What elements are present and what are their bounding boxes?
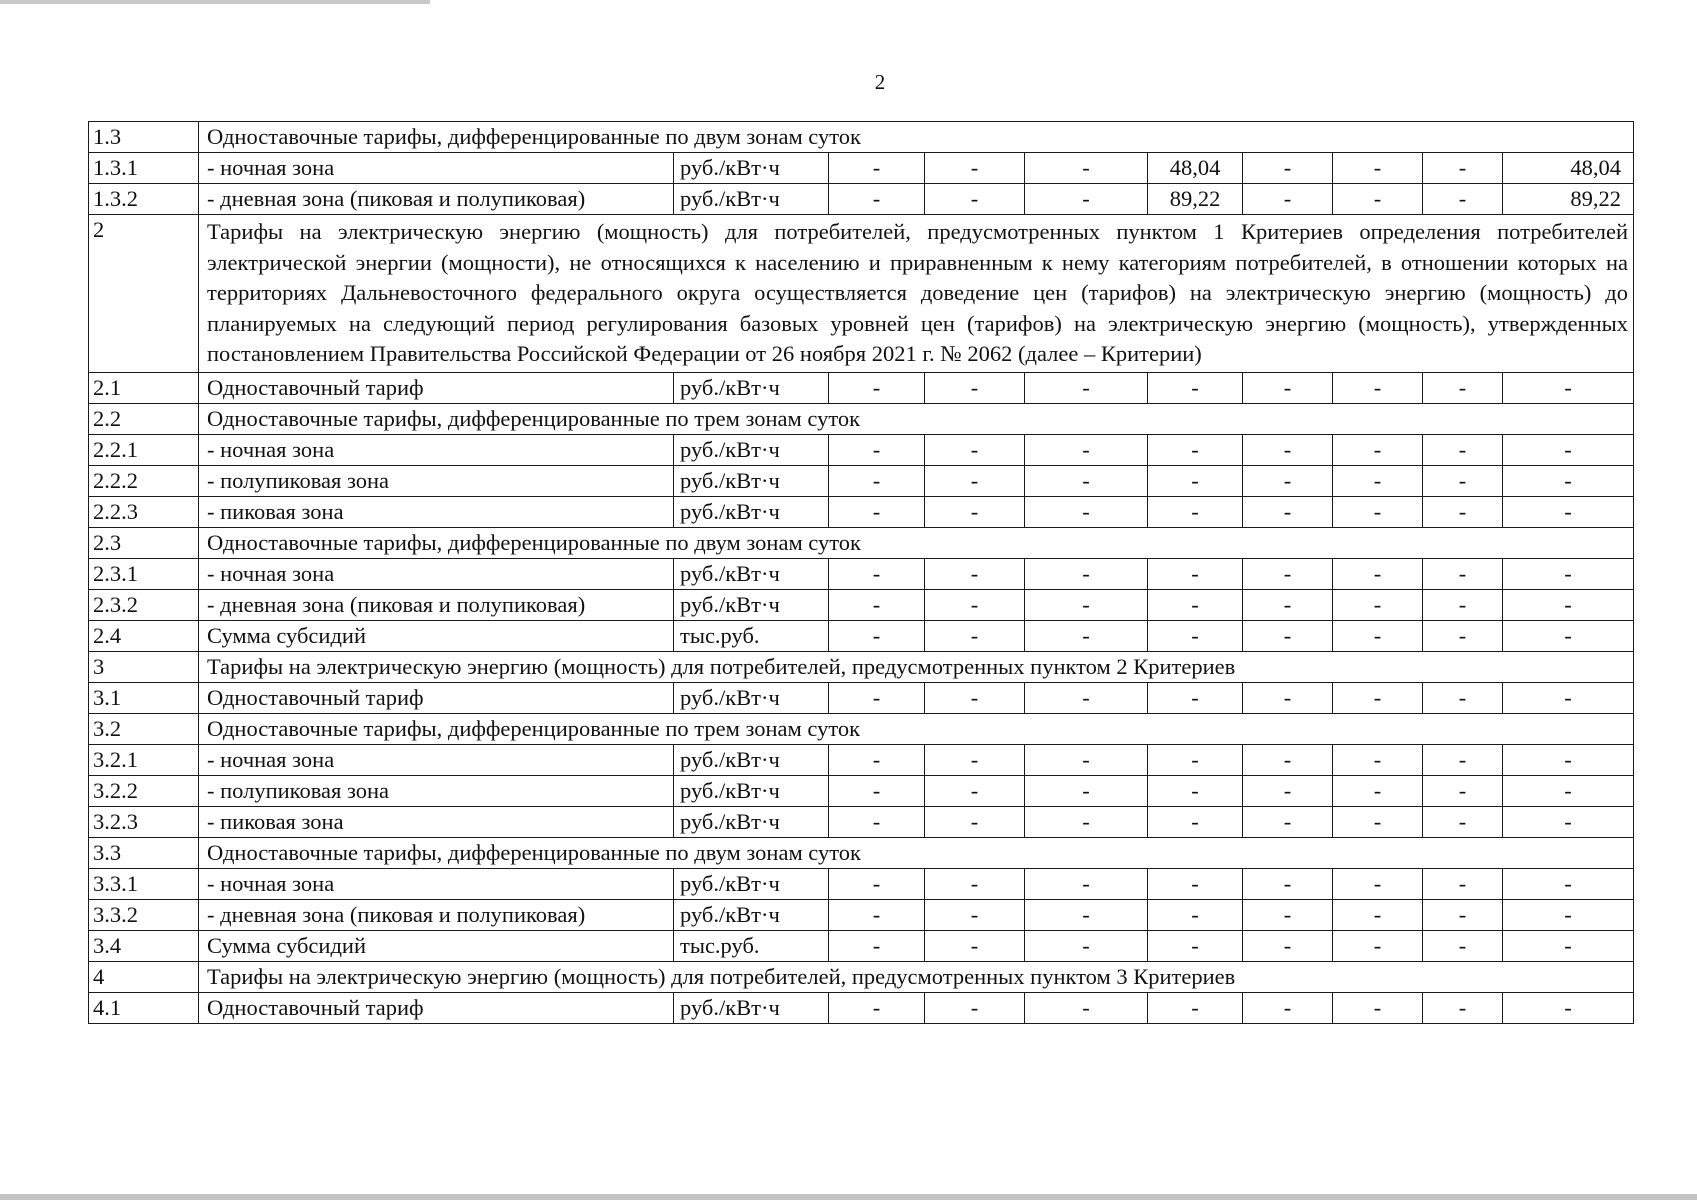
value-cell: -: [1243, 589, 1333, 620]
section-title: Тарифы на электрическую энергию (мощность) для потребителей, предусмотренных пунктом 3 Критериев: [199, 961, 1634, 992]
section-row: [89, 215, 1634, 373]
value-cell: -: [1423, 992, 1503, 1023]
tariff-table-body: [89, 122, 1634, 1024]
value-cell: -: [1423, 184, 1503, 215]
value-cell: -: [829, 589, 925, 620]
indicator-name: - полупиковая зона: [199, 465, 674, 496]
section-row: [89, 651, 1634, 682]
tariff-table: [88, 121, 1634, 1024]
table-row: [89, 620, 1634, 651]
table-row: [89, 496, 1634, 527]
value-cell: -: [1423, 465, 1503, 496]
value-cell: -: [1243, 558, 1333, 589]
value-cell: -: [1333, 682, 1423, 713]
unit-cell: руб./кВт·ч: [674, 682, 829, 713]
value-cell: -: [1148, 372, 1243, 403]
value-cell: -: [1148, 868, 1243, 899]
table-row: [89, 899, 1634, 930]
value-cell: -: [1423, 496, 1503, 527]
section-title: Одноставочные тарифы, дифференцированные по двум зонам суток: [199, 122, 1634, 153]
value-cell: -: [1243, 372, 1333, 403]
row-number: 4.1: [89, 992, 199, 1023]
value-cell: -: [1243, 930, 1333, 961]
value-cell: -: [1243, 992, 1333, 1023]
value-cell: -: [1333, 184, 1423, 215]
value-cell: -: [1148, 434, 1243, 465]
value-cell: -: [1333, 992, 1423, 1023]
unit-cell: руб./кВт·ч: [674, 434, 829, 465]
value-cell: -: [829, 868, 925, 899]
value-cell: -: [1503, 868, 1634, 899]
value-cell: -: [925, 153, 1025, 184]
table-row: [89, 465, 1634, 496]
table-row: [89, 589, 1634, 620]
value-cell: -: [829, 372, 925, 403]
value-cell: -: [829, 744, 925, 775]
value-cell: -: [829, 184, 925, 215]
value-cell: -: [1148, 744, 1243, 775]
indicator-name: - дневная зона (пиковая и полупиковая): [199, 184, 674, 215]
section-title: Одноставочные тарифы, дифференцированные по двум зонам суток: [199, 527, 1634, 558]
table-row: [89, 806, 1634, 837]
indicator-name: - ночная зона: [199, 744, 674, 775]
row-number: 2.1: [89, 372, 199, 403]
value-cell: -: [1025, 184, 1148, 215]
value-cell: -: [829, 558, 925, 589]
unit-cell: руб./кВт·ч: [674, 153, 829, 184]
row-number: 3.4: [89, 930, 199, 961]
value-cell: -: [925, 899, 1025, 930]
row-number: 1.3.2: [89, 184, 199, 215]
value-cell: -: [1503, 744, 1634, 775]
table-row: [89, 184, 1634, 215]
value-cell: -: [1148, 558, 1243, 589]
value-cell: -: [1243, 775, 1333, 806]
section-row: [89, 713, 1634, 744]
unit-cell: руб./кВт·ч: [674, 496, 829, 527]
table-row: [89, 744, 1634, 775]
unit-cell: руб./кВт·ч: [674, 899, 829, 930]
value-cell: -: [829, 775, 925, 806]
value-cell: -: [1148, 775, 1243, 806]
table-row: [89, 992, 1634, 1023]
indicator-name: - полупиковая зона: [199, 775, 674, 806]
value-cell: -: [829, 992, 925, 1023]
value-cell: -: [1025, 744, 1148, 775]
value-cell: -: [1423, 558, 1503, 589]
row-number: 2.3.2: [89, 589, 199, 620]
row-number: 2.3.1: [89, 558, 199, 589]
value-cell: -: [925, 496, 1025, 527]
unit-cell: руб./кВт·ч: [674, 558, 829, 589]
value-cell: -: [1333, 868, 1423, 899]
value-cell: -: [1503, 465, 1634, 496]
value-cell: -: [1423, 744, 1503, 775]
indicator-name: - пиковая зона: [199, 806, 674, 837]
section-title: Тарифы на электрическую энергию (мощность) для потребителей, предусмотренных пунктом 1 Критериев определения потребителей электрической энергии (мощности), не относящихся к населению и приравненным к нему категориям потребителей, в отношении которых на территориях Дальневосточного федерального округа осуществляется доведение цен (тарифов) на электрическую энергию (мощность) до планируемых на следующий период регулирования базовых уровней цен (тарифов) на электрическую энергию (мощность), утвержденных постановлением Правительства Российской Федерации от 26 ноября 2021 г. № 2062 (далее – Критерии): [199, 215, 1634, 373]
value-cell: -: [1503, 589, 1634, 620]
row-number: 3.1: [89, 682, 199, 713]
value-cell: -: [829, 806, 925, 837]
value-cell: -: [925, 930, 1025, 961]
indicator-name: - дневная зона (пиковая и полупиковая): [199, 589, 674, 620]
value-cell: -: [1423, 620, 1503, 651]
value-cell: -: [1148, 496, 1243, 527]
value-cell: -: [925, 372, 1025, 403]
value-cell: -: [925, 589, 1025, 620]
section-title: Одноставочные тарифы, дифференцированные по трем зонам суток: [199, 713, 1634, 744]
value-cell: -: [829, 153, 925, 184]
value-cell: -: [1025, 372, 1148, 403]
table-row: [89, 868, 1634, 899]
value-cell: -: [925, 558, 1025, 589]
value-cell: -: [1333, 558, 1423, 589]
value-cell: -: [1025, 558, 1148, 589]
value-cell: -: [1333, 620, 1423, 651]
row-number: 1.3: [89, 122, 199, 153]
unit-cell: руб./кВт·ч: [674, 992, 829, 1023]
value-cell: -: [1503, 992, 1634, 1023]
value-cell: 89,22: [1503, 184, 1634, 215]
table-row: [89, 558, 1634, 589]
row-number: 3.2: [89, 713, 199, 744]
value-cell: 48,04: [1503, 153, 1634, 184]
row-number: 2.2.1: [89, 434, 199, 465]
value-cell: -: [1333, 496, 1423, 527]
value-cell: -: [1025, 496, 1148, 527]
table-row: [89, 930, 1634, 961]
value-cell: -: [925, 744, 1025, 775]
row-number: 2.4: [89, 620, 199, 651]
value-cell: -: [829, 620, 925, 651]
row-number: 3.2.2: [89, 775, 199, 806]
value-cell: -: [829, 465, 925, 496]
value-cell: -: [1503, 496, 1634, 527]
value-cell: -: [1503, 620, 1634, 651]
row-number: 2.2: [89, 403, 199, 434]
value-cell: -: [1423, 434, 1503, 465]
value-cell: -: [1333, 899, 1423, 930]
value-cell: -: [829, 930, 925, 961]
page-number: 2: [874, 70, 886, 94]
indicator-name: - ночная зона: [199, 434, 674, 465]
value-cell: -: [1025, 682, 1148, 713]
indicator-name: Сумма субсидий: [199, 930, 674, 961]
value-cell: -: [1333, 930, 1423, 961]
indicator-name: - дневная зона (пиковая и полупиковая): [199, 899, 674, 930]
row-number: 3.3.2: [89, 899, 199, 930]
scan-top-edge: [0, 0, 430, 4]
row-number: 3.2.3: [89, 806, 199, 837]
value-cell: -: [1025, 434, 1148, 465]
value-cell: -: [1503, 899, 1634, 930]
value-cell: -: [1333, 775, 1423, 806]
value-cell: -: [1333, 744, 1423, 775]
value-cell: -: [1503, 434, 1634, 465]
value-cell: -: [1333, 434, 1423, 465]
value-cell: -: [1423, 930, 1503, 961]
value-cell: -: [925, 434, 1025, 465]
table-row: [89, 372, 1634, 403]
row-number: 4: [89, 961, 199, 992]
value-cell: 89,22: [1148, 184, 1243, 215]
table-row: [89, 682, 1634, 713]
value-cell: -: [1025, 620, 1148, 651]
value-cell: -: [1423, 589, 1503, 620]
unit-cell: руб./кВт·ч: [674, 868, 829, 899]
value-cell: -: [1333, 465, 1423, 496]
value-cell: -: [1503, 806, 1634, 837]
value-cell: 48,04: [1148, 153, 1243, 184]
row-number: 2.2.2: [89, 465, 199, 496]
value-cell: -: [925, 682, 1025, 713]
value-cell: -: [1025, 899, 1148, 930]
value-cell: -: [1503, 930, 1634, 961]
value-cell: -: [1333, 372, 1423, 403]
value-cell: -: [925, 806, 1025, 837]
value-cell: -: [1423, 806, 1503, 837]
value-cell: -: [1148, 930, 1243, 961]
value-cell: -: [925, 620, 1025, 651]
value-cell: -: [1243, 496, 1333, 527]
row-number: 3: [89, 651, 199, 682]
unit-cell: руб./кВт·ч: [674, 465, 829, 496]
value-cell: -: [1148, 589, 1243, 620]
unit-cell: тыс.руб.: [674, 620, 829, 651]
value-cell: -: [925, 184, 1025, 215]
value-cell: -: [1503, 558, 1634, 589]
section-row: [89, 403, 1634, 434]
indicator-name: Одноставочный тариф: [199, 682, 674, 713]
value-cell: -: [1025, 806, 1148, 837]
value-cell: -: [1243, 744, 1333, 775]
value-cell: -: [1025, 930, 1148, 961]
value-cell: -: [1423, 868, 1503, 899]
unit-cell: руб./кВт·ч: [674, 589, 829, 620]
value-cell: -: [1148, 992, 1243, 1023]
section-title: Одноставочные тарифы, дифференцированные по двум зонам суток: [199, 837, 1634, 868]
value-cell: -: [1148, 682, 1243, 713]
value-cell: -: [1243, 620, 1333, 651]
value-cell: -: [925, 992, 1025, 1023]
indicator-name: - пиковая зона: [199, 496, 674, 527]
value-cell: -: [1333, 806, 1423, 837]
indicator-name: Одноставочный тариф: [199, 992, 674, 1023]
value-cell: -: [1243, 899, 1333, 930]
value-cell: -: [829, 496, 925, 527]
value-cell: -: [1333, 589, 1423, 620]
table-row: [89, 775, 1634, 806]
value-cell: -: [1148, 465, 1243, 496]
value-cell: -: [1423, 775, 1503, 806]
section-row: [89, 527, 1634, 558]
value-cell: -: [1423, 899, 1503, 930]
value-cell: -: [1503, 682, 1634, 713]
row-number: 2.2.3: [89, 496, 199, 527]
value-cell: -: [1025, 589, 1148, 620]
value-cell: -: [829, 682, 925, 713]
value-cell: -: [1423, 682, 1503, 713]
indicator-name: - ночная зона: [199, 153, 674, 184]
value-cell: -: [1148, 806, 1243, 837]
value-cell: -: [1503, 372, 1634, 403]
section-row: [89, 122, 1634, 153]
unit-cell: руб./кВт·ч: [674, 184, 829, 215]
section-title: Тарифы на электрическую энергию (мощность) для потребителей, предусмотренных пунктом 2 Критериев: [199, 651, 1634, 682]
indicator-name: Одноставочный тариф: [199, 372, 674, 403]
row-number: 3.2.1: [89, 744, 199, 775]
row-number: 1.3.1: [89, 153, 199, 184]
scan-bottom-edge: [0, 1194, 1697, 1200]
value-cell: -: [1243, 184, 1333, 215]
value-cell: -: [1503, 775, 1634, 806]
value-cell: -: [1243, 806, 1333, 837]
value-cell: -: [829, 434, 925, 465]
value-cell: -: [1025, 868, 1148, 899]
value-cell: -: [1243, 465, 1333, 496]
value-cell: -: [1243, 153, 1333, 184]
section-row: [89, 837, 1634, 868]
unit-cell: руб./кВт·ч: [674, 372, 829, 403]
value-cell: -: [925, 775, 1025, 806]
table-row: [89, 434, 1634, 465]
value-cell: -: [925, 465, 1025, 496]
value-cell: -: [925, 868, 1025, 899]
unit-cell: тыс.руб.: [674, 930, 829, 961]
unit-cell: руб./кВт·ч: [674, 806, 829, 837]
value-cell: -: [1025, 153, 1148, 184]
table-row: [89, 153, 1634, 184]
value-cell: -: [1025, 465, 1148, 496]
value-cell: -: [1148, 620, 1243, 651]
value-cell: -: [1423, 372, 1503, 403]
row-number: 3.3.1: [89, 868, 199, 899]
value-cell: -: [1148, 899, 1243, 930]
row-number: 2.3: [89, 527, 199, 558]
value-cell: -: [829, 899, 925, 930]
row-number: 3.3: [89, 837, 199, 868]
section-row: [89, 961, 1634, 992]
value-cell: -: [1025, 775, 1148, 806]
value-cell: -: [1243, 682, 1333, 713]
indicator-name: - ночная зона: [199, 558, 674, 589]
indicator-name: Сумма субсидий: [199, 620, 674, 651]
section-title: Одноставочные тарифы, дифференцированные по трем зонам суток: [199, 403, 1634, 434]
row-number: 2: [89, 215, 199, 373]
unit-cell: руб./кВт·ч: [674, 744, 829, 775]
value-cell: -: [1423, 153, 1503, 184]
value-cell: -: [1333, 153, 1423, 184]
value-cell: -: [1243, 434, 1333, 465]
value-cell: -: [1243, 868, 1333, 899]
unit-cell: руб./кВт·ч: [674, 775, 829, 806]
indicator-name: - ночная зона: [199, 868, 674, 899]
value-cell: -: [1025, 992, 1148, 1023]
